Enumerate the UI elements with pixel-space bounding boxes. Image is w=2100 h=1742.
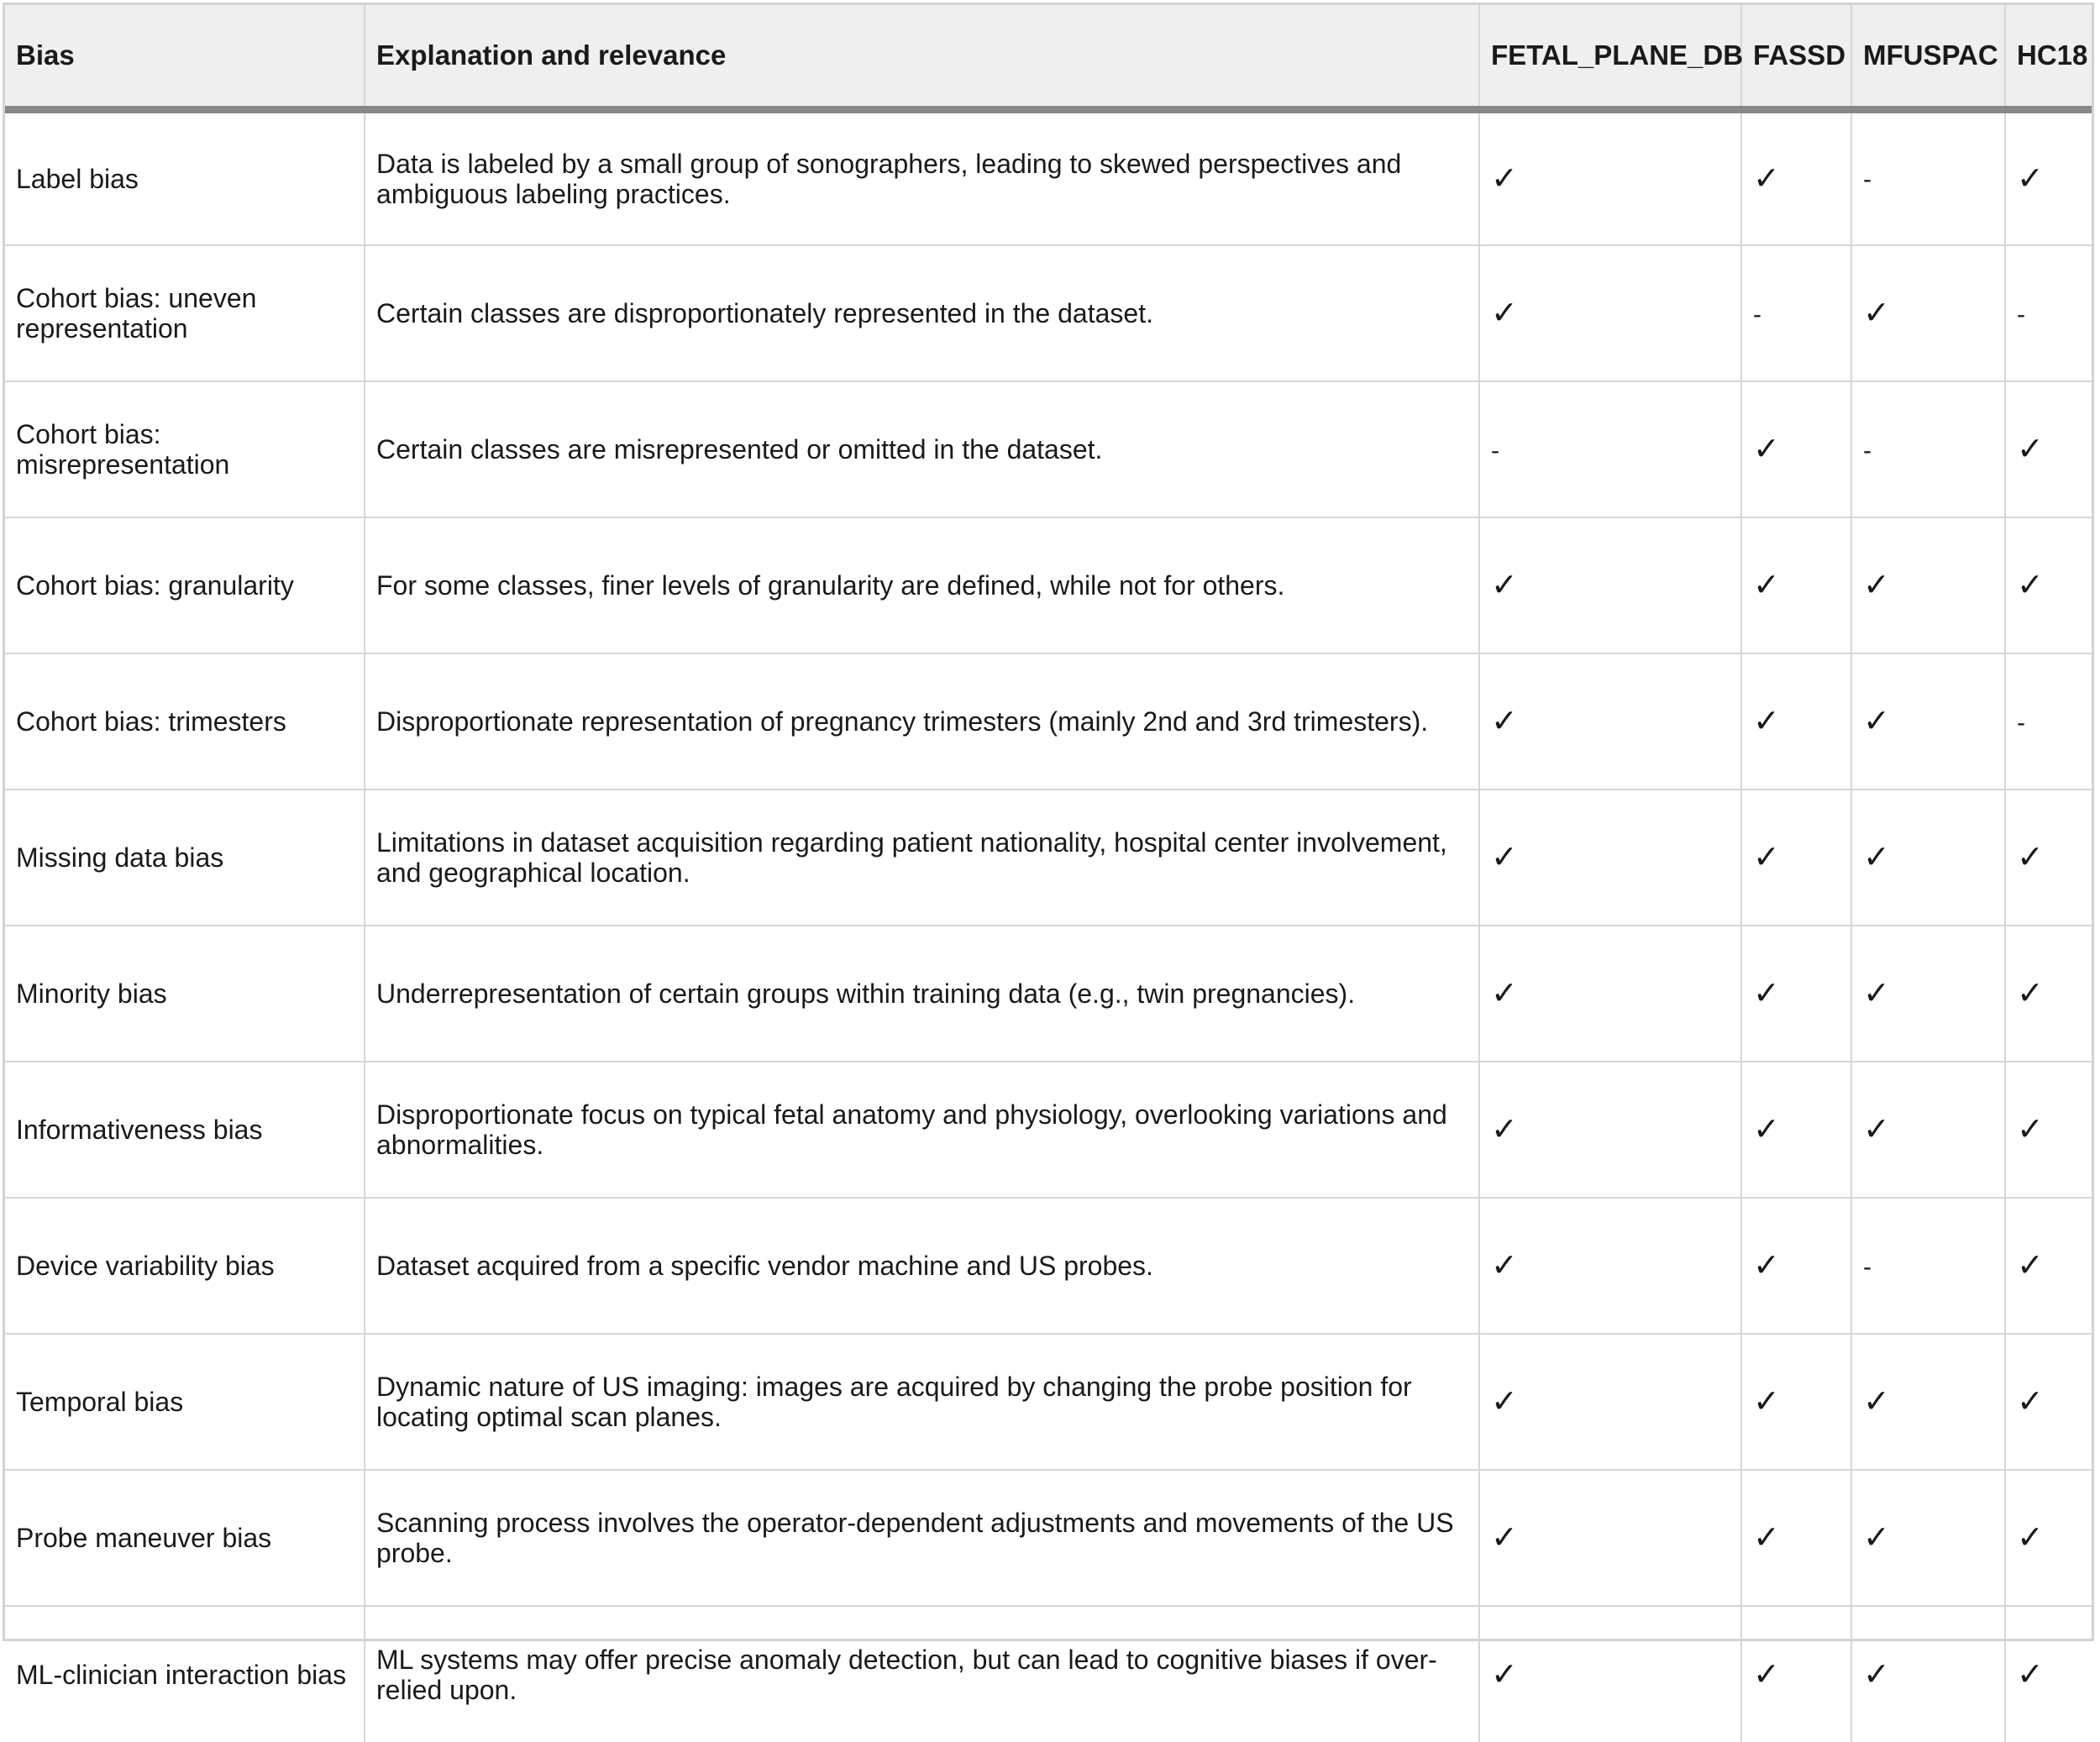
checkmark-icon: ✓ (1753, 160, 1780, 197)
mark-mfuspac (1851, 1334, 2005, 1470)
dash-icon: - (1753, 300, 1761, 328)
checkmark-icon: ✓ (1491, 1384, 1518, 1419)
table-row (5, 245, 2092, 381)
bias-explanation: Disproportionate representation of pregnancy trimesters (mainly 2nd and 3rd trimesters). (365, 653, 1479, 790)
checkmark-icon: ✓ (1753, 1248, 1780, 1283)
mark-fassd (1741, 653, 1851, 790)
dash-icon: - (1863, 436, 1872, 464)
checkmark-icon: ✓ (1863, 704, 1890, 739)
table-body (5, 109, 2092, 1742)
mark-hc18 (2005, 1334, 2092, 1470)
bias-table-container (3, 3, 2094, 1705)
bias-name: Cohort bias: trimesters (5, 653, 365, 790)
mark-fetal-plane-db (1479, 381, 1741, 517)
dash-icon: - (2017, 300, 2025, 328)
checkmark-icon: ✓ (1491, 1112, 1518, 1147)
mark-fetal-plane-db (1479, 245, 1741, 381)
header-fassd: FASSD (1741, 5, 1851, 109)
bias-name: Device variability bias (5, 1198, 365, 1334)
mark-mfuspac (1851, 381, 2005, 517)
mark-mfuspac (1851, 790, 2005, 926)
checkmark-icon: ✓ (1491, 976, 1518, 1011)
mark-fetal-plane-db (1479, 790, 1741, 926)
dash-icon: - (1863, 165, 1872, 194)
checkmark-icon: ✓ (1753, 840, 1780, 875)
mark-fetal-plane-db (1479, 517, 1741, 653)
mark-fassd (1741, 1198, 1851, 1334)
mark-fetal-plane-db (1479, 1198, 1741, 1334)
header-hc18: HC18 (2005, 5, 2092, 109)
table-row (5, 381, 2092, 517)
header-bias: Bias (5, 5, 365, 109)
header-explanation: Explanation and relevance (365, 5, 1479, 109)
mark-fassd (1741, 109, 1851, 245)
checkmark-icon: ✓ (2017, 568, 2044, 603)
checkmark-icon: ✓ (1491, 160, 1518, 197)
table-row (5, 1062, 2092, 1198)
bias-name: Missing data bias (5, 790, 365, 926)
mark-fassd (1741, 1606, 1851, 1742)
bias-name: Minority bias (5, 926, 365, 1062)
mark-hc18 (2005, 1606, 2092, 1742)
bias-explanation: For some classes, finer levels of granularity are defined, while not for others. (365, 517, 1479, 653)
checkmark-icon: ✓ (2017, 1384, 2044, 1419)
table-row (5, 653, 2092, 790)
checkmark-icon: ✓ (1491, 840, 1518, 875)
dash-icon: - (2017, 708, 2025, 737)
bias-explanation: Limitations in dataset acquisition regarding patient nationality, hospital center involvement, and geographical location. (365, 790, 1479, 926)
mark-fassd (1741, 517, 1851, 653)
checkmark-icon: ✓ (2017, 160, 2044, 197)
checkmark-icon: ✓ (1491, 1656, 1518, 1692)
bias-name: Temporal bias (5, 1334, 365, 1470)
mark-fetal-plane-db (1479, 1334, 1741, 1470)
mark-hc18 (2005, 109, 2092, 245)
mark-fassd (1741, 1062, 1851, 1198)
checkmark-icon: ✓ (1753, 1656, 1780, 1692)
header-mfuspac: MFUSPAC (1851, 5, 2005, 109)
mark-hc18 (2005, 790, 2092, 926)
table-row (5, 790, 2092, 926)
mark-hc18 (2005, 245, 2092, 381)
bias-name: Cohort bias: granularity (5, 517, 365, 653)
mark-fassd (1741, 1334, 1851, 1470)
mark-mfuspac (1851, 109, 2005, 245)
bias-name: Probe maneuver bias (5, 1470, 365, 1606)
bias-table (5, 5, 2092, 1742)
checkmark-icon: ✓ (1863, 296, 1890, 331)
checkmark-icon: ✓ (1863, 1656, 1890, 1692)
table-row (5, 517, 2092, 653)
table-row (5, 1470, 2092, 1606)
bias-explanation: ML systems may offer precise anomaly detection, but can lead to cognitive biases if over-relied upon. (365, 1606, 1479, 1742)
dash-icon: - (1863, 1252, 1872, 1281)
bias-name: Cohort bias: misrepresentation (5, 381, 365, 517)
bias-explanation: Disproportionate focus on typical fetal anatomy and physiology, overlooking variations and abnormalities. (365, 1062, 1479, 1198)
checkmark-icon: ✓ (1863, 1112, 1890, 1147)
mark-mfuspac (1851, 1606, 2005, 1742)
mark-hc18 (2005, 1062, 2092, 1198)
mark-fetal-plane-db (1479, 1062, 1741, 1198)
mark-mfuspac (1851, 926, 2005, 1062)
mark-mfuspac (1851, 653, 2005, 790)
mark-hc18 (2005, 381, 2092, 517)
bias-name: Informativeness bias (5, 1062, 365, 1198)
checkmark-icon: ✓ (1753, 1112, 1780, 1147)
checkmark-icon: ✓ (2017, 840, 2044, 875)
mark-hc18 (2005, 926, 2092, 1062)
checkmark-icon: ✓ (1863, 568, 1890, 603)
mark-fetal-plane-db (1479, 653, 1741, 790)
checkmark-icon: ✓ (1491, 704, 1518, 739)
checkmark-icon: ✓ (1863, 1384, 1890, 1419)
table-row (5, 109, 2092, 245)
checkmark-icon: ✓ (1491, 296, 1518, 331)
checkmark-icon: ✓ (2017, 976, 2044, 1011)
header-row (5, 5, 2092, 109)
mark-mfuspac (1851, 245, 2005, 381)
mark-fetal-plane-db (1479, 109, 1741, 245)
checkmark-icon: ✓ (2017, 1112, 2044, 1147)
checkmark-icon: ✓ (1753, 1384, 1780, 1419)
bias-explanation: Scanning process involves the operator-dependent adjustments and movements of the US probe. (365, 1470, 1479, 1606)
mark-fassd (1741, 245, 1851, 381)
checkmark-icon: ✓ (1753, 432, 1780, 467)
table-row (5, 1606, 2092, 1742)
mark-mfuspac (1851, 1198, 2005, 1334)
checkmark-icon: ✓ (1491, 568, 1518, 603)
bias-explanation: Dataset acquired from a specific vendor machine and US probes. (365, 1198, 1479, 1334)
bias-explanation: Data is labeled by a small group of sonographers, leading to skewed perspectives and ambiguous labeling practices. (365, 109, 1479, 245)
table-row (5, 926, 2092, 1062)
mark-mfuspac (1851, 1470, 2005, 1606)
table-row (5, 1334, 2092, 1470)
bias-explanation: Underrepresentation of certain groups within training data (e.g., twin pregnancies). (365, 926, 1479, 1062)
mark-hc18 (2005, 517, 2092, 653)
checkmark-icon: ✓ (1491, 1520, 1518, 1556)
mark-hc18 (2005, 1470, 2092, 1606)
mark-mfuspac (1851, 517, 2005, 653)
dash-icon: - (1491, 436, 1499, 464)
mark-fetal-plane-db (1479, 926, 1741, 1062)
checkmark-icon: ✓ (1863, 840, 1890, 875)
checkmark-icon: ✓ (2017, 432, 2044, 467)
checkmark-icon: ✓ (1753, 704, 1780, 739)
mark-hc18 (2005, 653, 2092, 790)
checkmark-icon: ✓ (2017, 1656, 2044, 1692)
bias-name: Cohort bias: uneven representation (5, 245, 365, 381)
mark-fetal-plane-db (1479, 1470, 1741, 1606)
checkmark-icon: ✓ (2017, 1248, 2044, 1283)
checkmark-icon: ✓ (1491, 1248, 1518, 1283)
checkmark-icon: ✓ (2017, 1520, 2044, 1556)
bias-explanation: Certain classes are disproportionately represented in the dataset. (365, 245, 1479, 381)
mark-hc18 (2005, 1198, 2092, 1334)
checkmark-icon: ✓ (1753, 1520, 1780, 1556)
mark-mfuspac (1851, 1062, 2005, 1198)
header-fetal-plane-db: FETAL_PLANE_DB (1479, 5, 1741, 109)
mark-fassd (1741, 381, 1851, 517)
bias-name: Label bias (5, 109, 365, 245)
checkmark-icon: ✓ (1753, 568, 1780, 603)
checkmark-icon: ✓ (1753, 976, 1780, 1011)
bias-name: ML-clinician interaction bias (5, 1606, 365, 1742)
mark-fassd (1741, 1470, 1851, 1606)
mark-fassd (1741, 926, 1851, 1062)
bias-explanation: Dynamic nature of US imaging: images are acquired by changing the probe position for locating optimal scan planes. (365, 1334, 1479, 1470)
bias-explanation: Certain classes are misrepresented or omitted in the dataset. (365, 381, 1479, 517)
checkmark-icon: ✓ (1863, 1520, 1890, 1556)
mark-fassd (1741, 790, 1851, 926)
table-row (5, 1198, 2092, 1334)
checkmark-icon: ✓ (1863, 976, 1890, 1011)
mark-fetal-plane-db (1479, 1606, 1741, 1742)
